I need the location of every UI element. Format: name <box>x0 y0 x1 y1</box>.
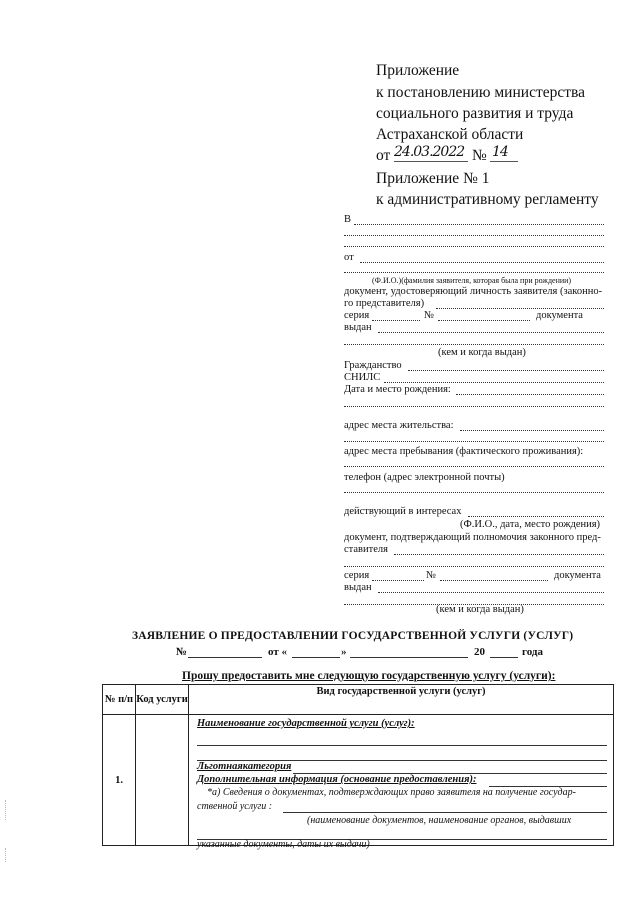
column-header-code: Код услуги <box>136 685 189 715</box>
authority-field-2[interactable] <box>344 566 604 567</box>
statement-year-prefix: 20 <box>474 646 485 658</box>
appendix-title: Приложение <box>376 62 460 79</box>
statement-month-field[interactable] <box>350 657 468 658</box>
to-line-2[interactable] <box>344 235 604 236</box>
issued-caption: (кем и когда выдан) <box>438 347 526 358</box>
document-label: документа <box>536 310 583 321</box>
row-service-cell <box>189 715 614 850</box>
to-line[interactable] <box>354 224 604 225</box>
item-a-caption: (наименование документов, наименование органов, выдавших <box>307 815 572 826</box>
statement-title: ЗАЯВЛЕНИЕ О ПРЕДОСТАВЛЕНИИ ГОСУДАРСТВЕННОЙ УСЛУГИ (УСЛУГ) <box>132 630 574 642</box>
birth-label: Дата и место рождения: <box>344 384 451 395</box>
appendix-date-prefix: от <box>376 147 391 164</box>
number-underline <box>490 161 518 162</box>
residence-field[interactable] <box>460 430 604 431</box>
appendix-line3: социального развития и труда <box>376 105 574 122</box>
statement-number-label: № <box>176 646 188 658</box>
item-a-field[interactable] <box>283 812 607 813</box>
appendix2-line2: к административному регламенту <box>376 191 599 208</box>
series-label: серия <box>344 310 370 321</box>
table-header-row <box>103 685 614 715</box>
appendix-line2: к постановлению министерства <box>376 84 586 101</box>
row-number-cell <box>103 715 136 846</box>
snils-field[interactable] <box>384 382 604 383</box>
phone-label: телефон (адрес электронной почты) <box>344 472 505 483</box>
issued-label: выдан <box>344 322 372 333</box>
handwritten-number: 14 <box>492 144 508 160</box>
column-header-type: Вид государственной услуги (услуг) <box>189 685 614 715</box>
service-name-field[interactable] <box>197 745 607 746</box>
authority-label: документ, подтверждающий полномочия законного пред- <box>344 532 601 543</box>
from-line-2[interactable] <box>344 272 604 273</box>
statement-day-field[interactable] <box>292 657 340 658</box>
citizenship-label: Гражданство <box>344 360 402 371</box>
row-number: 1. <box>115 774 123 786</box>
acting-caption: (Ф.И.О., дата, место рождения) <box>460 519 601 530</box>
authority-field[interactable] <box>394 554 604 555</box>
birth-field[interactable] <box>456 394 604 395</box>
id-doc-line[interactable] <box>436 308 604 309</box>
item-a-line2: ственной услуги : <box>197 801 273 812</box>
item-a-line1: *а) Сведения о документах, подтверждающих право заявителя на получение государ- <box>207 787 576 798</box>
number2-label: № <box>426 570 437 581</box>
document2-label: документа <box>554 570 601 581</box>
authority-label-2: ставителя <box>344 544 388 555</box>
issued-field-2[interactable] <box>344 344 604 345</box>
stay-label: адрес места пребывания (фактического проживания): <box>344 446 584 457</box>
services-table <box>102 684 614 850</box>
id-doc-label-2: го представителя) <box>344 298 425 309</box>
number-label: № <box>424 310 435 321</box>
residence-field-2[interactable] <box>344 441 604 442</box>
acting-label: действующий в интересах <box>344 506 462 517</box>
extra-info-label: Дополнительная информация (основание предоставления): <box>197 774 477 785</box>
request-line: Прошу предоставить мне следующую государственную услугу (услуги): <box>182 670 556 682</box>
appendix2-title: Приложение № 1 <box>376 170 490 187</box>
column-header-no: № п/п <box>103 685 136 715</box>
scan-artifact <box>5 800 7 820</box>
statement-quote-close: » <box>341 646 347 658</box>
citizenship-field[interactable] <box>408 370 604 371</box>
number-field[interactable] <box>438 320 530 321</box>
statement-number-field[interactable] <box>188 657 262 658</box>
item-a-caption-2: указанные документы, даты их выдачи) <box>197 839 370 850</box>
statement-from-label: от « <box>268 646 288 658</box>
to-label: В <box>344 214 352 225</box>
table-row <box>103 715 614 846</box>
stay-field[interactable] <box>344 466 604 467</box>
phone-field[interactable] <box>344 492 604 493</box>
appendix-line4: Астраханской области <box>376 126 524 143</box>
from-label: от <box>344 252 354 263</box>
statement-year-suffix: года <box>522 646 543 658</box>
date-underline <box>394 161 468 162</box>
fio-caption: (Ф.И.О.)(фамилия заявителя, которая была при рождении) <box>372 276 572 285</box>
number2-field[interactable] <box>440 580 548 581</box>
to-line-3[interactable] <box>344 246 604 247</box>
service-name-label: Наименование государственной услуги (услуг): <box>197 718 415 729</box>
snils-label: СНИЛС <box>344 372 381 383</box>
appendix-number-prefix: № <box>472 147 487 164</box>
series-field[interactable] <box>372 320 420 321</box>
statement-year-field[interactable] <box>490 657 518 658</box>
row-code-cell[interactable] <box>136 715 189 846</box>
birth-field-2[interactable] <box>344 406 604 407</box>
issued-field[interactable] <box>378 332 604 333</box>
handwritten-date: 24.03.2022 <box>394 144 465 160</box>
id-doc-label: документ, удостоверяющий личность заявителя (законно- <box>344 286 603 297</box>
issued2-caption: (кем и когда выдан) <box>436 604 524 615</box>
from-line[interactable] <box>360 262 604 263</box>
category-label: Льготнаякатегория <box>197 761 292 772</box>
series2-field[interactable] <box>372 580 424 581</box>
series2-label: серия <box>344 570 370 581</box>
acting-field[interactable] <box>468 516 604 517</box>
residence-label: адрес места жительства: <box>344 420 454 431</box>
issued2-field[interactable] <box>378 592 604 593</box>
issued2-label: выдан <box>344 582 372 593</box>
scan-artifact-2 <box>5 848 7 862</box>
